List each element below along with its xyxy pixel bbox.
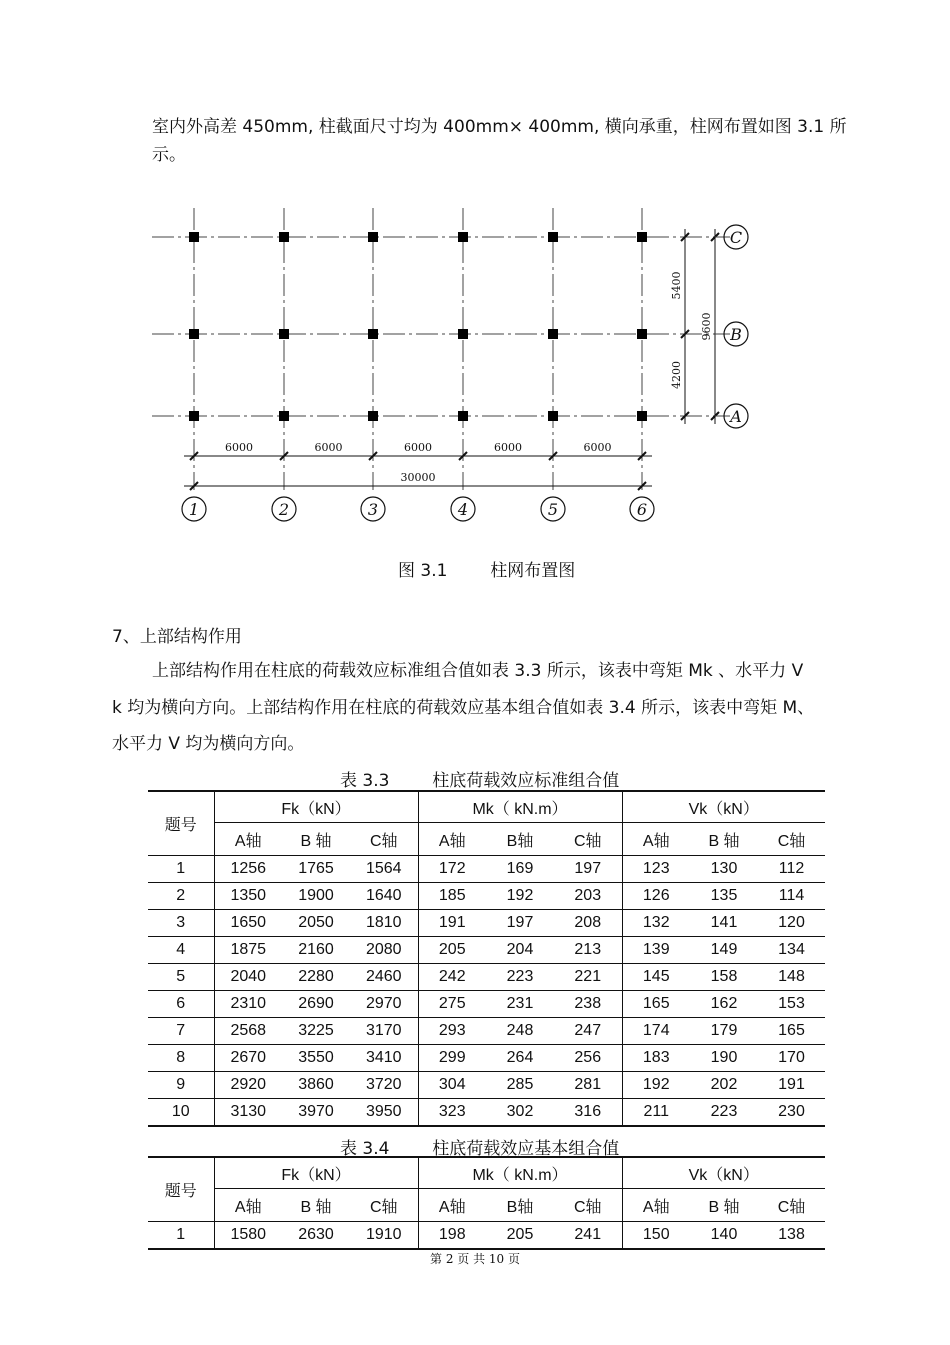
table-cell: 2630 bbox=[282, 1222, 350, 1250]
table-cell: 158 bbox=[690, 964, 758, 991]
table-cell: 203 bbox=[554, 883, 622, 910]
table-cell: 126 bbox=[622, 883, 690, 910]
column-square bbox=[637, 411, 647, 421]
table-cell: 3410 bbox=[350, 1045, 418, 1072]
table-cell: 256 bbox=[554, 1045, 622, 1072]
table-row bbox=[148, 1072, 825, 1099]
table-row bbox=[148, 1045, 825, 1072]
axis-header: A轴 bbox=[214, 823, 282, 856]
table-cell: 190 bbox=[690, 1045, 758, 1072]
table-cell: 2050 bbox=[282, 910, 350, 937]
table-cell: 275 bbox=[418, 991, 486, 1018]
table-cell: 132 bbox=[622, 910, 690, 937]
group-header: Fk（kN） bbox=[214, 1157, 418, 1189]
table-cell: 248 bbox=[486, 1018, 554, 1045]
table-cell: 1810 bbox=[350, 910, 418, 937]
table-cell: 112 bbox=[758, 856, 825, 883]
table-cell: 242 bbox=[418, 964, 486, 991]
table-3-3-caption-number: 表 3.3 bbox=[340, 771, 390, 791]
table-cell: 223 bbox=[486, 964, 554, 991]
table-cell: 114 bbox=[758, 883, 825, 910]
table-cell: 202 bbox=[690, 1072, 758, 1099]
axis-header: A轴 bbox=[214, 1189, 282, 1222]
table-3-3 bbox=[148, 790, 825, 1127]
table-cell: 174 bbox=[622, 1018, 690, 1045]
table-cell: 2080 bbox=[350, 937, 418, 964]
axis-number-label: 1 bbox=[188, 500, 200, 519]
table-row bbox=[148, 910, 825, 937]
table-cell: 208 bbox=[554, 910, 622, 937]
row-number-cell: 6 bbox=[148, 991, 214, 1018]
table-cell: 120 bbox=[758, 910, 825, 937]
axis-header: B轴 bbox=[486, 1189, 554, 1222]
table-row bbox=[148, 856, 825, 883]
table-cell: 191 bbox=[758, 1072, 825, 1099]
table-row bbox=[148, 964, 825, 991]
table-cell: 299 bbox=[418, 1045, 486, 1072]
axis-header: B 轴 bbox=[690, 1189, 758, 1222]
column-square bbox=[458, 232, 468, 242]
axis-header: C轴 bbox=[350, 823, 418, 856]
table-cell: 170 bbox=[758, 1045, 825, 1072]
table-cell: 231 bbox=[486, 991, 554, 1018]
table-cell: 213 bbox=[554, 937, 622, 964]
row-number-cell: 2 bbox=[148, 883, 214, 910]
table-cell: 1256 bbox=[214, 856, 282, 883]
column-square bbox=[189, 329, 199, 339]
figure-caption-number: 图 3.1 bbox=[398, 561, 448, 581]
table-cell: 2568 bbox=[214, 1018, 282, 1045]
span-dimension-label: 6000 bbox=[494, 441, 522, 454]
row-number-cell: 1 bbox=[148, 1222, 214, 1250]
table-cell: 2970 bbox=[350, 991, 418, 1018]
table-row bbox=[148, 937, 825, 964]
axis-number-label: 4 bbox=[457, 500, 469, 519]
table-cell: 183 bbox=[622, 1045, 690, 1072]
column-square bbox=[637, 232, 647, 242]
axis-header-row bbox=[148, 823, 825, 856]
row-number-cell: 4 bbox=[148, 937, 214, 964]
table-cell: 3720 bbox=[350, 1072, 418, 1099]
col-header-tihao: 题号 bbox=[148, 1157, 214, 1222]
table-cell: 3130 bbox=[214, 1099, 282, 1127]
table-3-3-caption-text: 柱底荷载效应标准组合值 bbox=[432, 771, 620, 791]
table-cell: 3170 bbox=[350, 1018, 418, 1045]
header-row bbox=[148, 1157, 825, 1189]
table-cell: 140 bbox=[690, 1222, 758, 1250]
span-dimension-label: 6000 bbox=[583, 441, 612, 454]
table-row bbox=[148, 1018, 825, 1045]
row-number-cell: 9 bbox=[148, 1072, 214, 1099]
table-cell: 2460 bbox=[350, 964, 418, 991]
row-number-cell: 10 bbox=[148, 1099, 214, 1127]
axis-letter-label: A bbox=[730, 407, 742, 426]
table-cell: 138 bbox=[758, 1222, 825, 1250]
table-cell: 197 bbox=[554, 856, 622, 883]
group-header: Mk（ kN.m） bbox=[418, 791, 622, 823]
table-cell: 1875 bbox=[214, 937, 282, 964]
dimension-label-total: 9600 bbox=[700, 312, 713, 341]
column-square bbox=[548, 232, 558, 242]
table-cell: 302 bbox=[486, 1099, 554, 1127]
table-cell: 165 bbox=[758, 1018, 825, 1045]
table-cell: 1640 bbox=[350, 883, 418, 910]
col-header-tihao: 题号 bbox=[148, 791, 214, 856]
axis-header: C轴 bbox=[554, 1189, 622, 1222]
table-cell: 3950 bbox=[350, 1099, 418, 1127]
column-square bbox=[279, 411, 289, 421]
column-square bbox=[189, 411, 199, 421]
column-grid-diagram bbox=[140, 200, 780, 530]
table-cell: 135 bbox=[690, 883, 758, 910]
table-cell: 165 bbox=[622, 991, 690, 1018]
dimension-label-lower: 4200 bbox=[670, 361, 683, 389]
group-header: Vk（kN） bbox=[622, 791, 825, 823]
figure-caption-text: 柱网布置图 bbox=[490, 561, 576, 581]
table-cell: 191 bbox=[418, 910, 486, 937]
table-cell: 3860 bbox=[282, 1072, 350, 1099]
total-span-label: 30000 bbox=[400, 471, 436, 484]
axis-header: B 轴 bbox=[690, 823, 758, 856]
table-cell: 230 bbox=[758, 1099, 825, 1127]
header-row bbox=[148, 791, 825, 823]
span-dimension-label: 6000 bbox=[404, 441, 432, 454]
table-cell: 293 bbox=[418, 1018, 486, 1045]
axis-header: B 轴 bbox=[282, 823, 350, 856]
axis-header: A轴 bbox=[418, 823, 486, 856]
section-heading: 7、上部结构作用 bbox=[112, 627, 242, 647]
column-square bbox=[279, 232, 289, 242]
axis-header: A轴 bbox=[622, 1189, 690, 1222]
axis-letter-label: C bbox=[729, 228, 743, 247]
row-number-cell: 8 bbox=[148, 1045, 214, 1072]
section-paragraph-line-1: 上部结构作用在柱底的荷载效应标准组合值如表 3.3 所示，该表中弯矩 Mk 、水平力 V bbox=[152, 661, 804, 681]
table-cell: 150 bbox=[622, 1222, 690, 1250]
table-row bbox=[148, 1222, 825, 1250]
intro-line-1: 室内外高差 450mm, 柱截面尺寸均为 400mm× 400mm, 横向承重，柱网布置如图 3.1 所 bbox=[152, 117, 847, 137]
table-row bbox=[148, 1099, 825, 1127]
column-square bbox=[548, 329, 558, 339]
table-cell: 1900 bbox=[282, 883, 350, 910]
table-cell: 323 bbox=[418, 1099, 486, 1127]
table-cell: 1564 bbox=[350, 856, 418, 883]
table-cell: 211 bbox=[622, 1099, 690, 1127]
table-cell: 2670 bbox=[214, 1045, 282, 1072]
table-cell: 145 bbox=[622, 964, 690, 991]
table-cell: 123 bbox=[622, 856, 690, 883]
table-cell: 2280 bbox=[282, 964, 350, 991]
table-cell: 1580 bbox=[214, 1222, 282, 1250]
group-header: Fk（kN） bbox=[214, 791, 418, 823]
row-number-cell: 3 bbox=[148, 910, 214, 937]
column-square bbox=[458, 411, 468, 421]
span-dimension-label: 6000 bbox=[225, 441, 253, 454]
table-cell: 2920 bbox=[214, 1072, 282, 1099]
axis-number-label: 5 bbox=[547, 500, 559, 519]
table-row bbox=[148, 991, 825, 1018]
table-cell: 198 bbox=[418, 1222, 486, 1250]
table-3-4 bbox=[148, 1156, 825, 1250]
table-cell: 285 bbox=[486, 1072, 554, 1099]
table-cell: 179 bbox=[690, 1018, 758, 1045]
axis-header: B 轴 bbox=[282, 1189, 350, 1222]
table-cell: 149 bbox=[690, 937, 758, 964]
table-cell: 153 bbox=[758, 991, 825, 1018]
table-cell: 3970 bbox=[282, 1099, 350, 1127]
table-cell: 1910 bbox=[350, 1222, 418, 1250]
table-3-4-caption-number: 表 3.4 bbox=[340, 1139, 390, 1159]
table-cell: 241 bbox=[554, 1222, 622, 1250]
axis-header: C轴 bbox=[350, 1189, 418, 1222]
table-cell: 1765 bbox=[282, 856, 350, 883]
table-cell: 197 bbox=[486, 910, 554, 937]
column-square bbox=[368, 232, 378, 242]
axis-header-row bbox=[148, 1189, 825, 1222]
table-cell: 172 bbox=[418, 856, 486, 883]
column-square bbox=[189, 232, 199, 242]
table-cell: 185 bbox=[418, 883, 486, 910]
table-cell: 192 bbox=[622, 1072, 690, 1099]
axis-header: C轴 bbox=[758, 1189, 825, 1222]
table-cell: 162 bbox=[690, 991, 758, 1018]
column-square bbox=[458, 329, 468, 339]
table-cell: 169 bbox=[486, 856, 554, 883]
row-number-cell: 5 bbox=[148, 964, 214, 991]
column-square bbox=[637, 329, 647, 339]
axis-header: A轴 bbox=[622, 823, 690, 856]
table-cell: 205 bbox=[486, 1222, 554, 1250]
row-number-cell: 1 bbox=[148, 856, 214, 883]
column-square bbox=[368, 329, 378, 339]
table-cell: 130 bbox=[690, 856, 758, 883]
table-cell: 223 bbox=[690, 1099, 758, 1127]
table-cell: 1650 bbox=[214, 910, 282, 937]
column-square bbox=[368, 411, 378, 421]
table-cell: 134 bbox=[758, 937, 825, 964]
intro-line-2: 示。 bbox=[152, 145, 186, 165]
table-cell: 304 bbox=[418, 1072, 486, 1099]
table-cell: 316 bbox=[554, 1099, 622, 1127]
table-cell: 205 bbox=[418, 937, 486, 964]
axis-header: A轴 bbox=[418, 1189, 486, 1222]
table-cell: 3225 bbox=[282, 1018, 350, 1045]
group-header: Mk（ kN.m） bbox=[418, 1157, 622, 1189]
axis-letter-label: B bbox=[730, 325, 742, 344]
column-square bbox=[279, 329, 289, 339]
axis-number-label: 3 bbox=[367, 500, 379, 519]
table-cell: 264 bbox=[486, 1045, 554, 1072]
table-3-4-caption-text: 柱底荷载效应基本组合值 bbox=[432, 1139, 620, 1159]
table-row bbox=[148, 883, 825, 910]
row-number-cell: 7 bbox=[148, 1018, 214, 1045]
table-cell: 238 bbox=[554, 991, 622, 1018]
axis-header: B轴 bbox=[486, 823, 554, 856]
column-square bbox=[548, 411, 558, 421]
table-cell: 2690 bbox=[282, 991, 350, 1018]
table-cell: 148 bbox=[758, 964, 825, 991]
table-cell: 3550 bbox=[282, 1045, 350, 1072]
axis-header: C轴 bbox=[758, 823, 825, 856]
table-cell: 2040 bbox=[214, 964, 282, 991]
table-cell: 247 bbox=[554, 1018, 622, 1045]
table-cell: 221 bbox=[554, 964, 622, 991]
axis-number-label: 2 bbox=[278, 500, 290, 519]
table-cell: 1350 bbox=[214, 883, 282, 910]
span-dimension-label: 6000 bbox=[314, 441, 343, 454]
dimension-label-upper: 5400 bbox=[670, 271, 683, 300]
group-header: Vk（kN） bbox=[622, 1157, 825, 1189]
axis-number-label: 6 bbox=[636, 500, 648, 519]
table-cell: 204 bbox=[486, 937, 554, 964]
table-cell: 2310 bbox=[214, 991, 282, 1018]
table-cell: 192 bbox=[486, 883, 554, 910]
table-cell: 141 bbox=[690, 910, 758, 937]
page-footer: 第 2 页 共 10 页 bbox=[430, 1252, 520, 1266]
table-cell: 139 bbox=[622, 937, 690, 964]
section-paragraph-line-2: k 均为横向方向。上部结构作用在柱底的荷载效应基本组合值如表 3.4 所示，该表中弯矩 M、 bbox=[112, 698, 815, 718]
axis-header: C轴 bbox=[554, 823, 622, 856]
table-cell: 281 bbox=[554, 1072, 622, 1099]
table-cell: 2160 bbox=[282, 937, 350, 964]
section-paragraph-line-3: 水平力 V 均为横向方向。 bbox=[112, 734, 305, 754]
